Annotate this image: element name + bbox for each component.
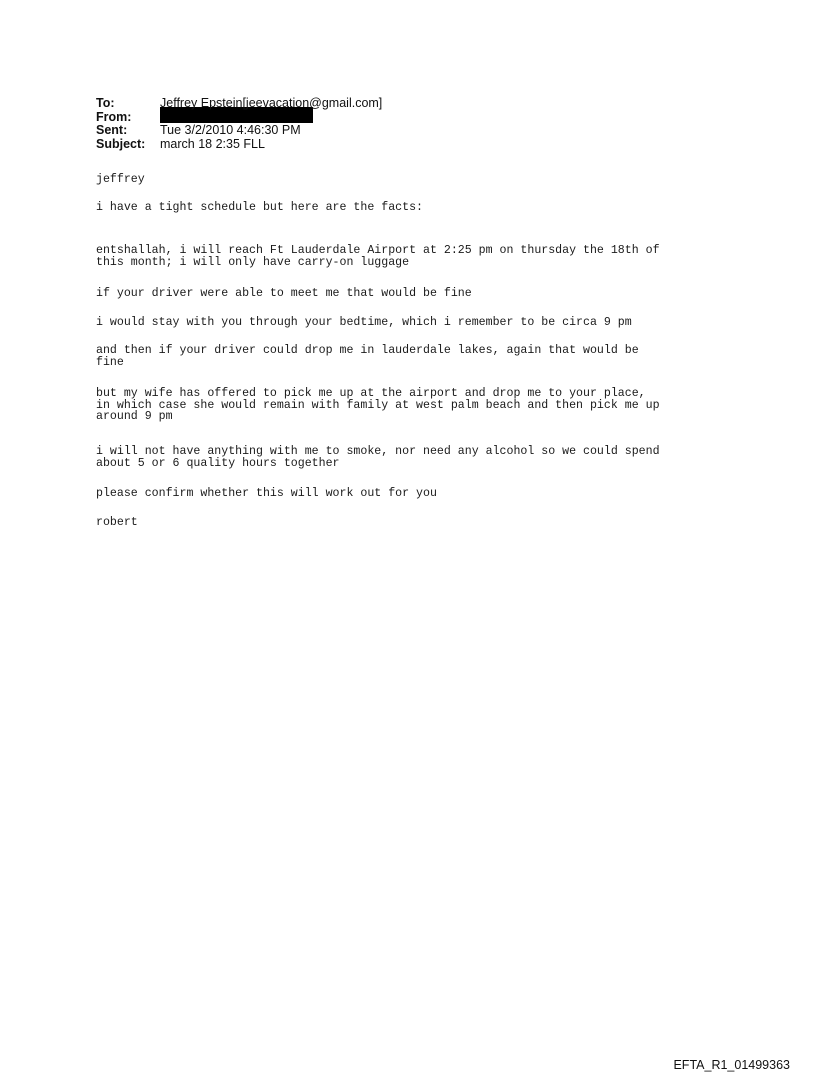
body-paragraph: i will not have anything with me to smoke, nor need any alcohol so we could spend about 5 or 6 quality hours together xyxy=(96,445,660,470)
to-label: To: xyxy=(96,96,115,110)
sent-label: Sent: xyxy=(96,123,128,137)
greeting: jeffrey xyxy=(96,173,145,186)
body-paragraph: i have a tight schedule but here are the facts: xyxy=(96,201,423,214)
body-paragraph: please confirm whether this will work out for you xyxy=(96,487,437,500)
subject-row xyxy=(96,137,382,151)
from-row xyxy=(96,110,382,124)
body-paragraph: and then if your driver could drop me in lauderdale lakes, again that would be fine xyxy=(96,344,639,369)
body-paragraph: if your driver were able to meet me that would be fine xyxy=(96,287,472,300)
subject-label: Subject: xyxy=(96,136,146,151)
sent-value: Tue 3/2/2010 4:46:30 PM xyxy=(160,123,301,137)
to-row xyxy=(96,96,382,110)
from-label: From: xyxy=(96,109,132,124)
document-id: EFTA_R1_01499363 xyxy=(673,1058,790,1072)
sent-row xyxy=(96,123,382,137)
email-header xyxy=(96,96,382,150)
body-paragraph: i would stay with you through your bedtime, which i remember to be circa 9 pm xyxy=(96,316,632,329)
subject-value: march 18 2:35 FLL xyxy=(160,136,265,151)
body-paragraph: but my wife has offered to pick me up at the airport and drop me to your place, in which case she would remain with family at west palm beach and then pick me up around 9 pm xyxy=(96,387,660,423)
signature: robert xyxy=(96,516,138,529)
body-paragraph: entshallah, i will reach Ft Lauderdale Airport at 2:25 pm on thursday the 18th of this month; i will only have carry-on luggage xyxy=(96,244,660,269)
to-value: Jeffrey Epstein[jeevacation@gmail.com] xyxy=(160,96,383,110)
